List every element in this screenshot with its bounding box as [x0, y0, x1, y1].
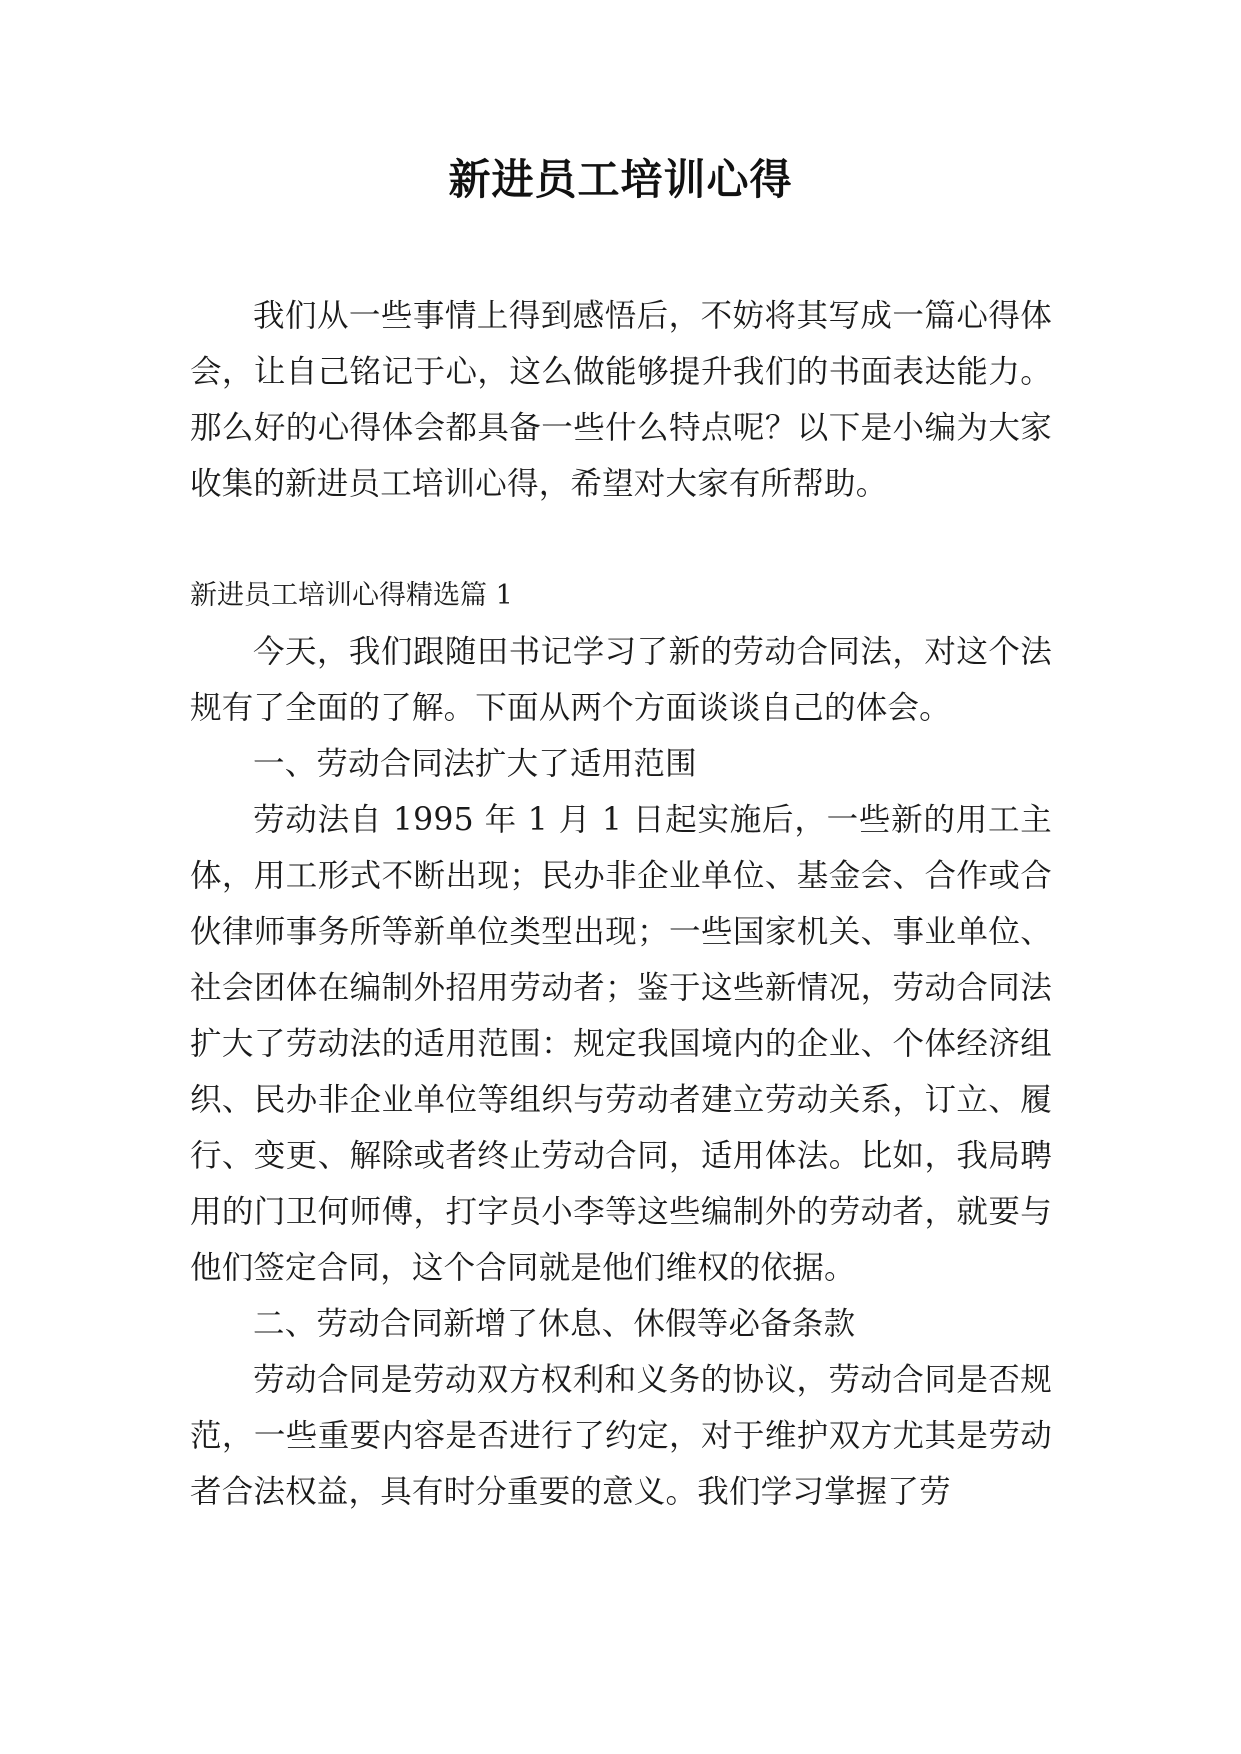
section-heading: 二、劳动合同新增了休息、休假等必备条款 [253, 1306, 856, 1342]
body-paragraph: 劳动法自 1995 年 1 月 1 日起实施后，一些新的用工主体，用工形式不断出现；民办非企业单位、基金会、合作或合伙律师事务所等新单位类型出现；一些国家机关、事业单位、社会团体在编制外招用劳动者；鉴于这些新情况，劳动合同法扩大了劳动法的适用范围：规定我国境内的企业、个体经济组织、民办非企业单位等组织与劳动者建立劳动关系，订立、履行、变更、解除或者终止劳动合同，适用体法。比如，我局聘用的门卫何师傅，打字员小李等这些编制外的劳动者，就要与他们签定合同，这个合同就是他们维权的依据。 [190, 802, 1052, 1286]
document-title: 新进员工培训心得 [448, 155, 793, 204]
section-heading: 一、劳动合同法扩大了适用范围 [253, 746, 697, 782]
document-body [190, 288, 1052, 1520]
body-paragraph: 今天，我们跟随田书记学习了新的劳动合同法，对这个法规有了全面的了解。下面从两个方面谈谈自己的体会。 [190, 634, 1052, 726]
intro-paragraph: 我们从一些事情上得到感悟后，不妨将其写成一篇心得体会，让自己铭记于心，这么做能够提升我们的书面表达能力。那么好的心得体会都具备一些什么特点呢？以下是小编为大家收集的新进员工培训心得，希望对大家有所帮助。 [190, 298, 1052, 502]
body-paragraph: 劳动合同是劳动双方权利和义务的协议，劳动合同是否规范，一些重要内容是否进行了约定，对于维护双方尤其是劳动者合法权益，具有时分重要的意义。我们学习掌握了劳 [190, 1362, 1052, 1510]
section-title: 新进员工培训心得精选篇 1 [190, 580, 513, 611]
